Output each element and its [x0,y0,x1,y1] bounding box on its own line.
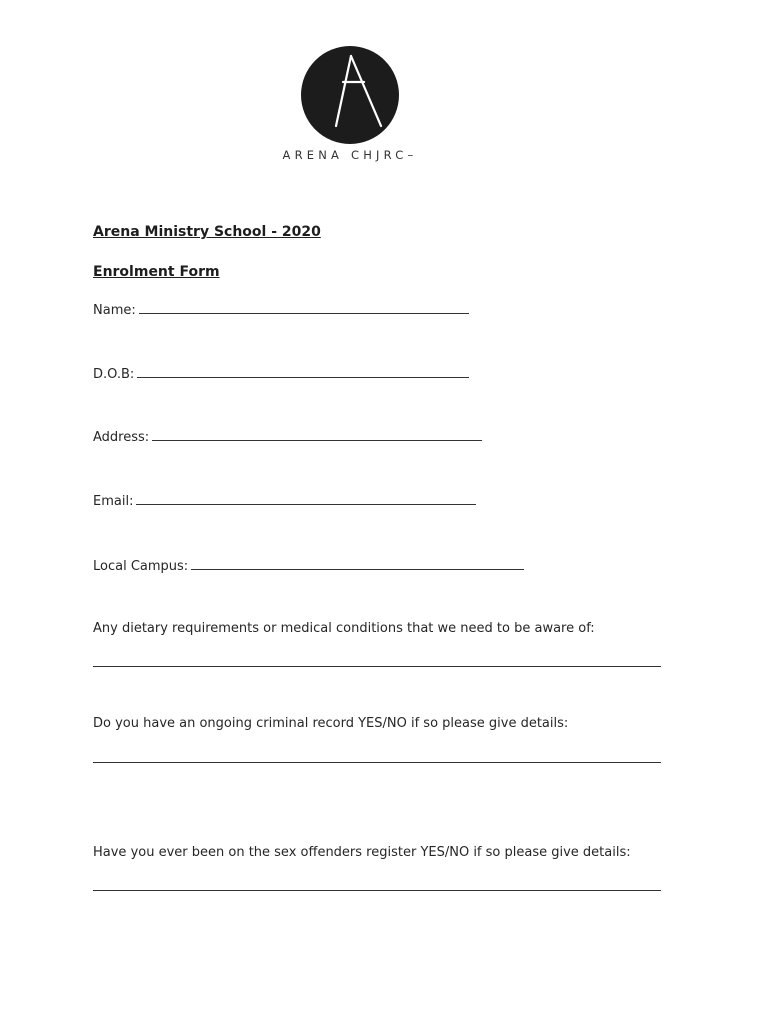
dietary-answer-line[interactable] [93,666,661,667]
address-label: Address: [93,430,150,445]
dob-input-line[interactable] [137,365,469,378]
address-input-line[interactable] [152,428,482,441]
dietary-question: Any dietary requirements or medical conditions that we need to be aware of: [93,621,595,636]
name-input-line[interactable] [139,301,469,314]
offenders-register-answer-line[interactable] [93,890,661,891]
criminal-record-answer-line[interactable] [93,762,661,763]
address-field-row [93,428,482,445]
dob-label: D.O.B: [93,367,135,382]
criminal-record-question: Do you have an ongoing criminal record YES/NO if so please give details: [93,716,569,731]
arena-church-logo [301,46,399,144]
name-label: Name: [93,303,136,318]
email-input-line[interactable] [136,492,476,505]
form-title: Arena Ministry School - 2020 [93,224,321,240]
local-campus-label: Local Campus: [93,559,189,574]
local-campus-input-line[interactable] [191,557,524,570]
dob-field-row [93,365,469,382]
email-label: Email: [93,494,134,509]
email-field-row [93,492,476,509]
offenders-register-question: Have you ever been on the sex offenders register YES/NO if so please give details: [93,845,631,860]
form-subtitle: Enrolment Form [93,264,220,280]
logo-wordmark: ARENA CHJRC– [282,148,418,162]
name-field-row [93,301,469,318]
local-campus-field-row [93,557,524,574]
